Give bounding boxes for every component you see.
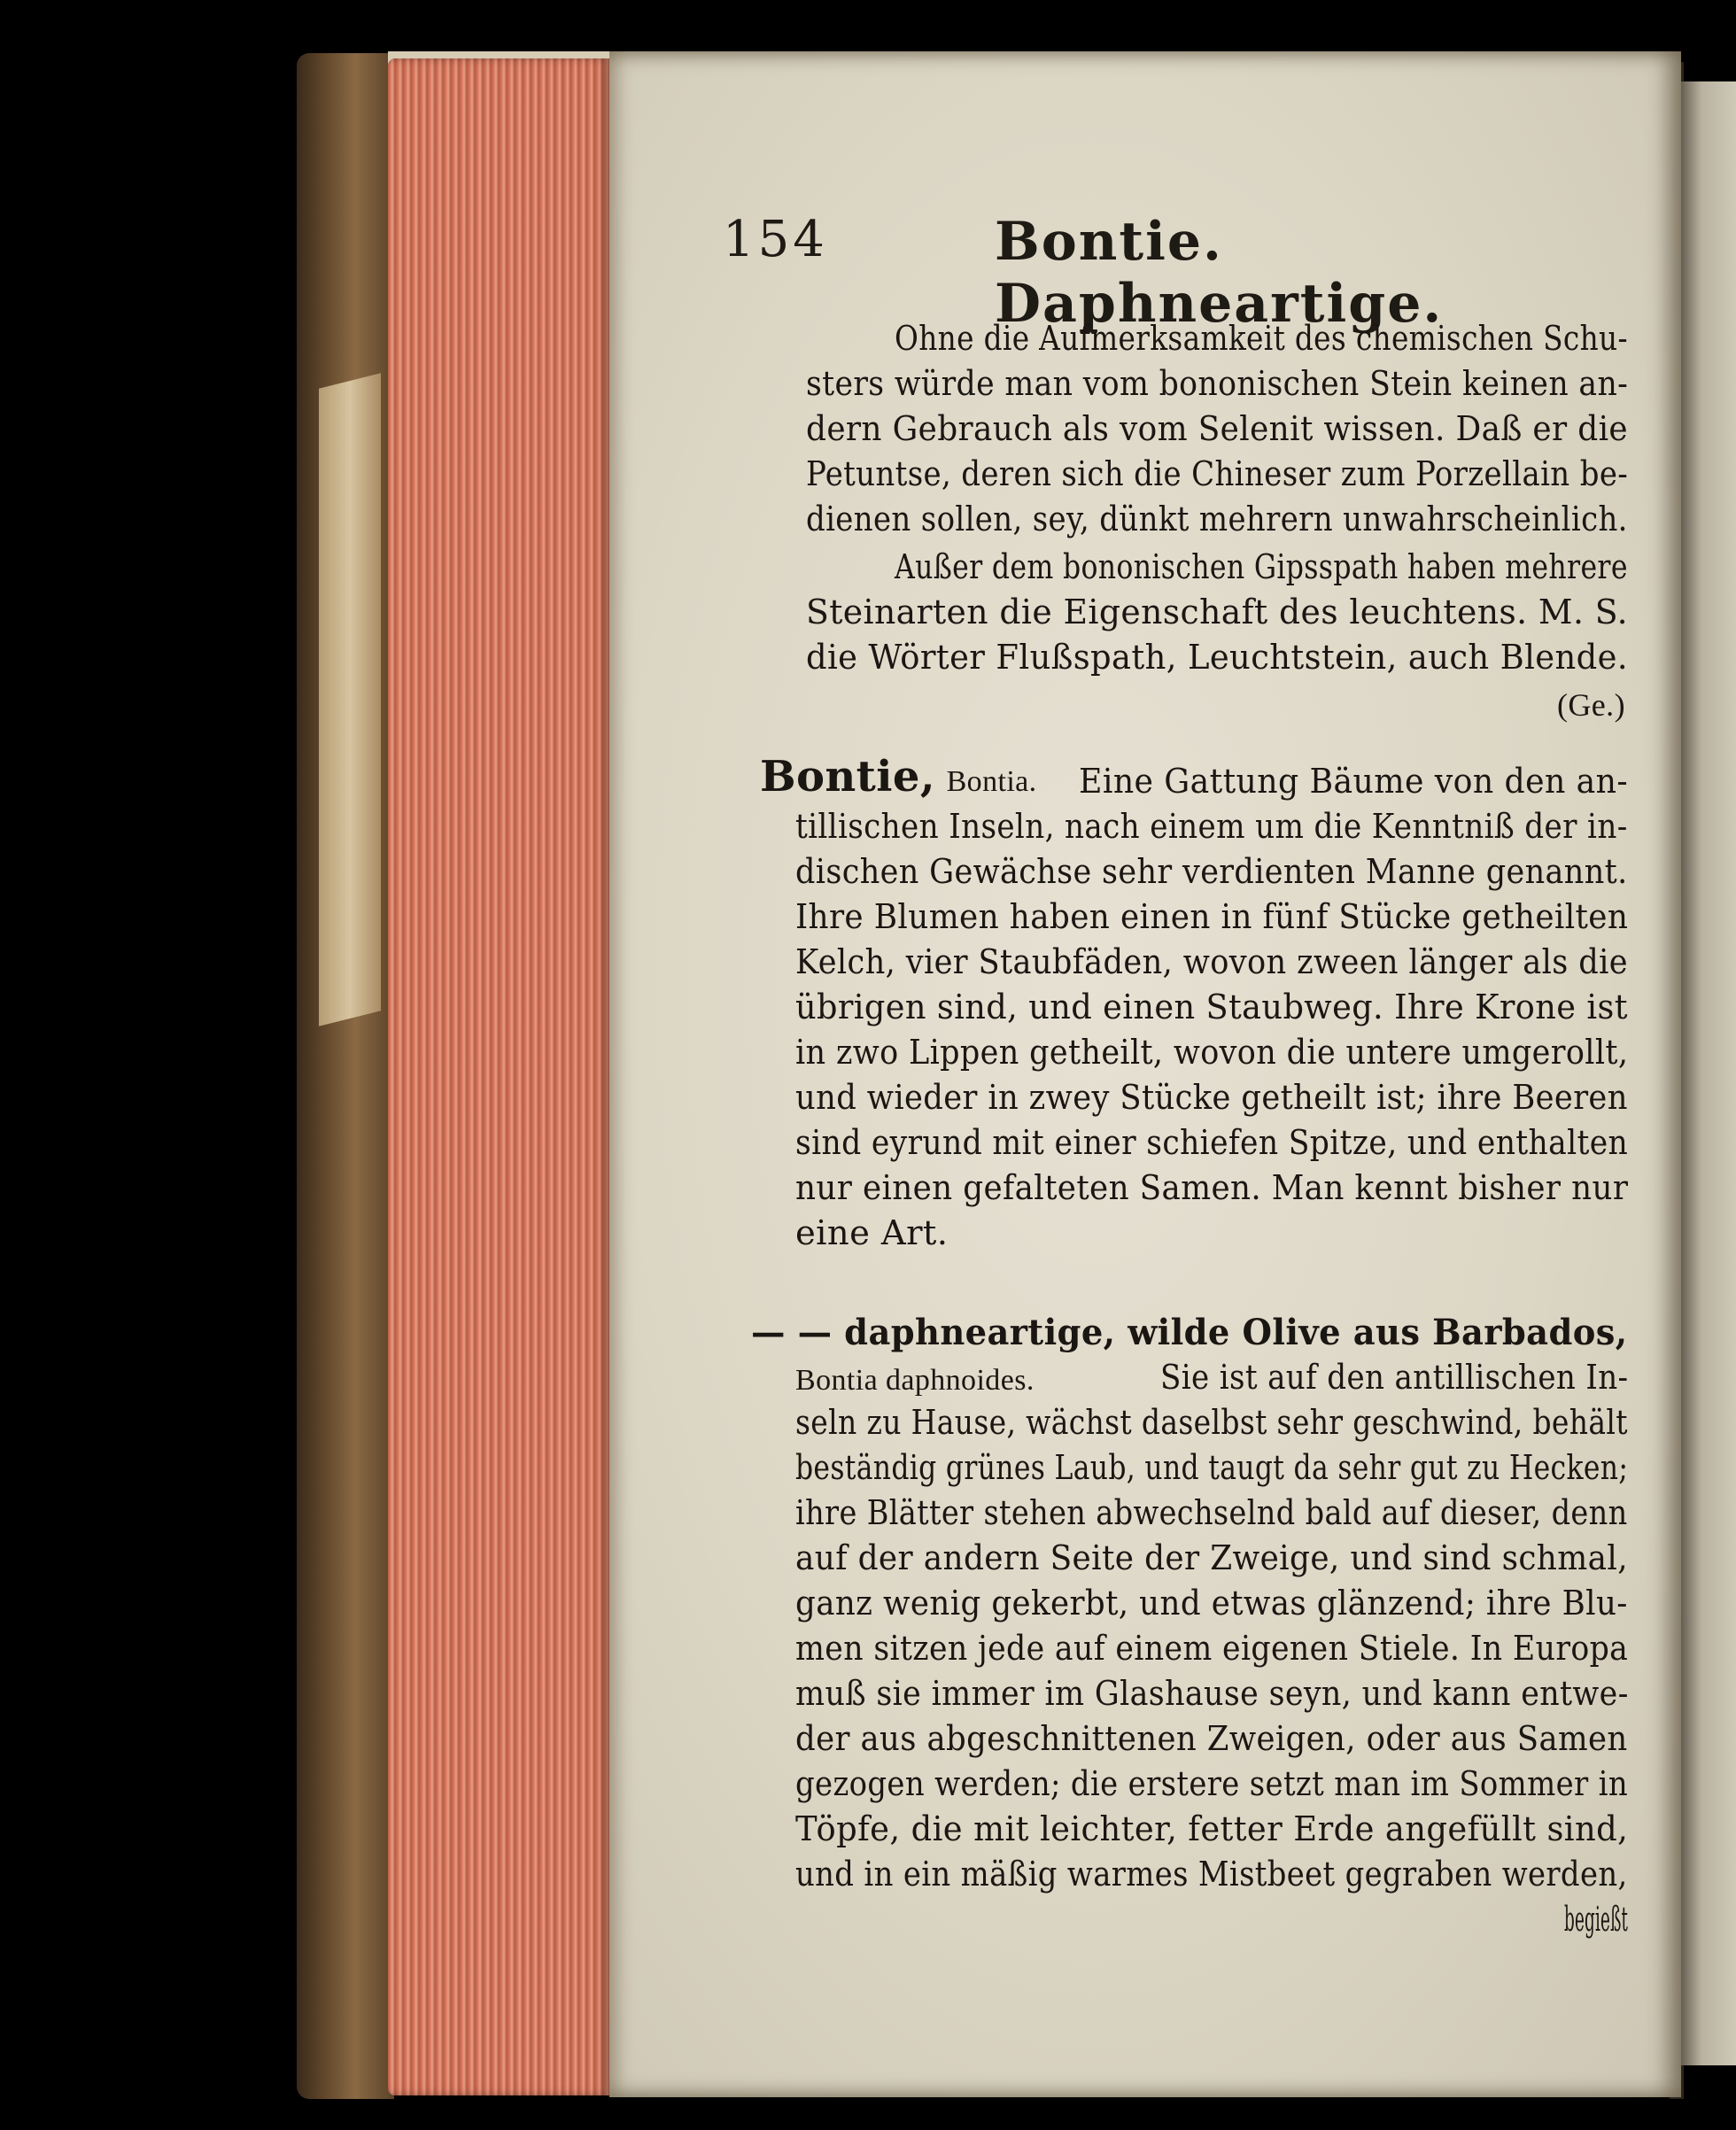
text-line: übrigen sind, und einen Staubweg. Ihre Krone ist [795, 988, 1628, 1027]
author-signature: (Ge.) [1557, 687, 1625, 723]
facing-page-edge [1678, 81, 1736, 2065]
running-head: Bontie. Daphneartige. [995, 211, 1444, 335]
latin-name: Bontia daphnoides. [795, 1364, 1035, 1397]
text-line: tillischen Inseln, nach einem um die Kenntniß der in- [795, 807, 1628, 847]
book-page [609, 51, 1681, 2097]
text-line: der aus abgeschnittenen Zweigen, oder aus Samen [795, 1719, 1628, 1759]
text-line: nur einen gefalteten Samen. Man kennt bisher nur [795, 1168, 1629, 1208]
text-line: dern Gebrauch als vom Selenit wissen. Daß er die [806, 409, 1629, 449]
text-line: ganz wenig gekerbt, und etwas glänzend; ihre Blu- [795, 1584, 1628, 1623]
text-line: Steinarten die Eigenschaft des leuchtens. M. S. [806, 593, 1628, 632]
entry-headword: — — daphneartige, wilde Olive aus Barbados, [751, 1312, 1628, 1353]
text-line: gezogen werden; die erstere setzt man im Sommer in [795, 1764, 1629, 1804]
text-line: Ihre Blumen haben einen in fünf Stücke getheilten [795, 897, 1629, 937]
text-line: sters würde man vom bononischen Stein keinen an- [806, 364, 1629, 404]
text-line: ihre Blätter stehen abwechselnd bald auf dieser, denn [795, 1493, 1628, 1533]
book-cover [297, 53, 394, 2099]
text-line: muß sie immer im Glashause seyn, und kann entwe- [795, 1674, 1629, 1714]
text-line: eine Art. [795, 1213, 949, 1253]
text-line: Töpfe, die mit leichter, fetter Erde angefüllt sind, [795, 1809, 1629, 1849]
text-line: Eine Gattung Bäume von den an- [1079, 762, 1628, 802]
text-line: seln zu Hause, wächst daselbst sehr geschwind, behält [795, 1403, 1628, 1443]
text-line: Ohne die Aufmerksamkeit des chemischen Schu- [895, 319, 1628, 359]
text-line: beständig grünes Laub, und taugt da sehr gut zu Hecken; [795, 1448, 1629, 1488]
red-page-edges [388, 58, 609, 2095]
text-line: Kelch, vier Staubfäden, wovon zween länger als die [795, 942, 1628, 982]
text-line: und wieder in zwey Stücke getheilt ist; ihre Beeren [795, 1078, 1628, 1118]
text-line: und in ein mäßig warmes Mistbeet gegraben werden, [795, 1855, 1628, 1894]
text-line: Sie ist auf den antillischen In- [1160, 1358, 1629, 1398]
text-line: dienen sollen, sey, dünkt mehrern unwahrscheinlich. [806, 500, 1628, 539]
text-line: dischen Gewächse sehr verdienten Manne genannt. [795, 852, 1628, 892]
text-line: auf der andern Seite der Zweige, und sind schmal, [795, 1538, 1628, 1578]
text-line: men sitzen jede auf einem eigenen Stiele. In Europa [795, 1629, 1629, 1669]
cover-lining [319, 373, 381, 1026]
page-number: 154 [723, 211, 828, 268]
latin-name: Bontia. [946, 765, 1037, 798]
catchword: begießt [1564, 1900, 1629, 1940]
text-line: Außer dem bononischen Gipsspath haben mehrere [895, 547, 1628, 587]
text-line: sind eyrund mit einer schiefen Spitze, und enthalten [795, 1123, 1629, 1163]
page-header [609, 211, 1681, 335]
entry-headword: Bontie, [760, 752, 935, 802]
text-line: Petuntse, deren sich die Chineser zum Porzellain be- [806, 454, 1629, 494]
text-line: die Wörter Flußspath, Leuchtstein, auch Blende. [806, 638, 1628, 678]
text-line: in zwo Lippen getheilt, wovon die untere umgerollt, [795, 1033, 1629, 1073]
